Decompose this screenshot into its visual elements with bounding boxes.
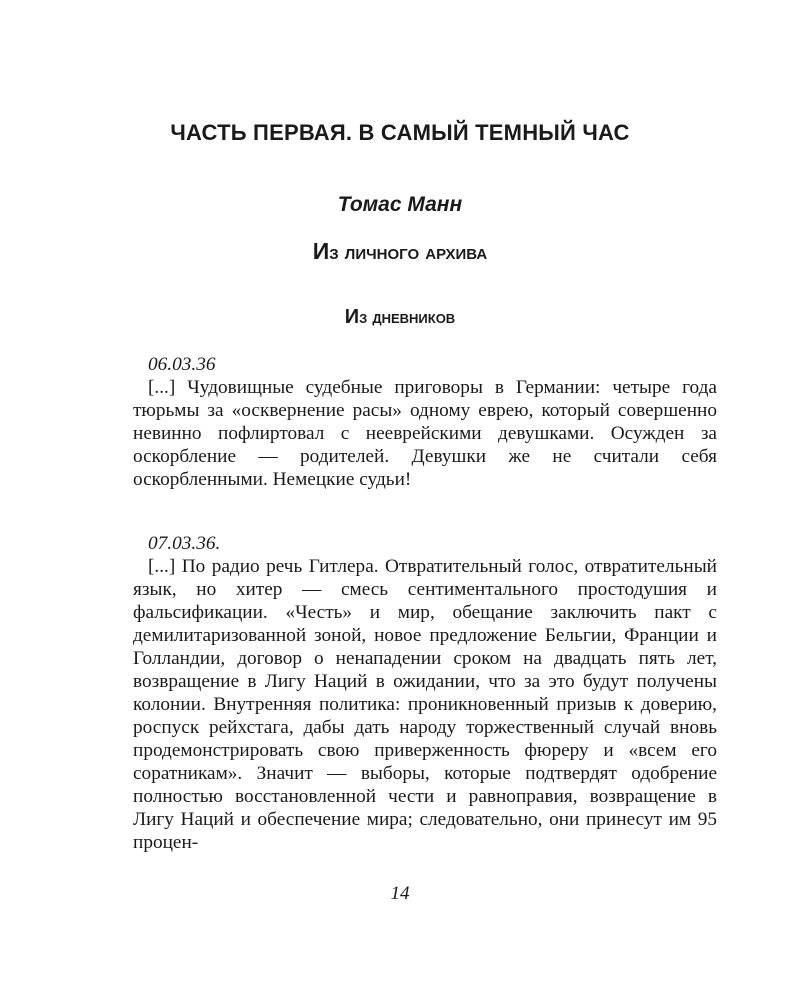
page-number: 14 — [390, 883, 410, 904]
author-name: Томас Манн — [337, 193, 463, 216]
entry-text: [...] Чудовищные судебные приговоры в Германии: четыре года тюрьмы за «осквернение расы» одному еврею, который совершенно невинно пофлиртовал с нееврейскими девушками. Осужден за оскорбление — родителей. Девушки же не считали себя оскорбленными. Немецкие судьи! — [133, 377, 717, 490]
subsection-title-initial: И — [344, 306, 360, 328]
diary-entry — [133, 532, 717, 854]
entry-date: 07.03.36. — [148, 533, 221, 554]
subsection-title-rest: з дневников — [359, 307, 456, 327]
subsection-title — [0, 306, 800, 329]
section-title-rest: з личного архива — [329, 239, 488, 264]
entry-text: [...] По радио речь Гитлера. Отвратительный голос, отвратительный язык, но хитер — смесь сентиментального простодушия и фальсификации. «Честь» и мир, обещание заключить пакт с демилитаризованной зоной, новое предложение Бельгии, Франции и Голландии, договор о ненападении сроком на двадцать пять лет, возвращение в Лигу Наций в ожидании, что за это будут получены колонии. Внутренняя политика: проникновенный призыв к доверию, роспуск рейхстага, дабы дать народу торжественный случай вновь продемонстрировать свою приверженность фюреру и «всем его соратникам». Значит — выборы, которые подтвердят одобрение полностью восстановленной чести и равноправия, возвращение в Лигу Наций и обеспечение мира; следовательно, они принесут им 95 процен- — [133, 556, 717, 853]
part-title: ЧАСТЬ ПЕРВАЯ. В САМЫЙ ТЕМНЫЙ ЧАС — [170, 120, 630, 145]
entry-date: 06.03.36 — [148, 354, 216, 375]
section-title — [0, 238, 800, 265]
diary-entry — [133, 353, 717, 491]
section-title-initial: И — [312, 238, 330, 264]
